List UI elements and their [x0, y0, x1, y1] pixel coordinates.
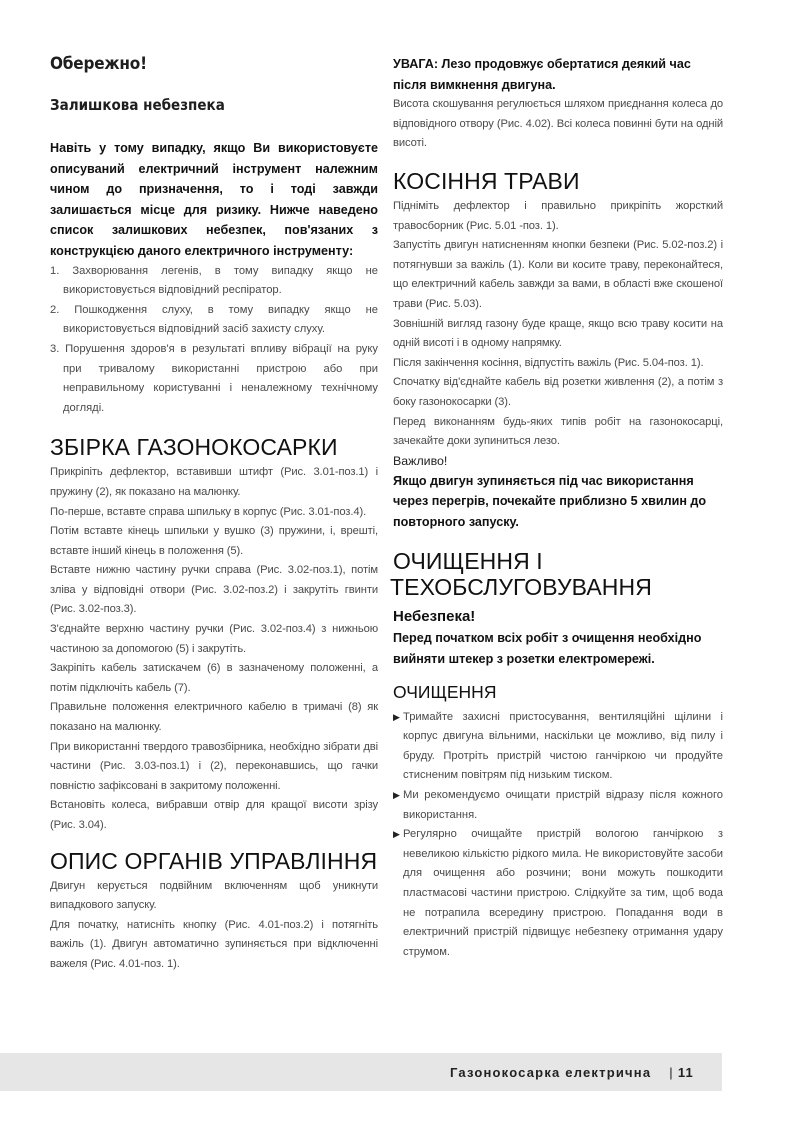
mowing-paragraph: Підніміть дефлектор і правильно прикріпіть жорсткий травосборник (Рис. 5.01 -поз. 1).	[393, 199, 723, 232]
footer-separator: |	[669, 1064, 674, 1080]
page-footer	[0, 1053, 722, 1091]
cleaning-item	[393, 786, 723, 825]
assembly-heading: ЗБІРКА ГАЗОНОКОСАРКИ	[50, 434, 338, 461]
mowing-paragraph: Зовнішній вигляд газону буде краще, якщо всю траву косити на одній висоті і в одному напрямку.	[393, 317, 723, 350]
assembly-paragraph: Закріпіть кабель затискачем (6) в зазначеному положенні, а потім підключіть кабель (7).	[50, 662, 378, 694]
page-number: 11	[677, 1064, 694, 1080]
assembly-paragraph: По-перше, вставте справа шпильку в корпус (Рис. 3.01-поз.4).	[50, 505, 367, 518]
unplug-warning: Перед початком всіх робіт з очищення необхідно вийняти штекер з розетки електромережі.	[393, 631, 702, 667]
mowing-section	[393, 197, 723, 452]
controls-section	[50, 877, 378, 975]
risk-item: 1. Захворювання легенів, в тому випадку якщо не використовується відповідний респіратор.	[50, 264, 378, 297]
mowing-paragraph: Спочатку від'єднайте кабель від розетки живлення (2), а потім з боку газонокосарки (3).	[393, 376, 723, 408]
bullet-arrow-icon: ▶	[393, 829, 400, 840]
controls-paragraph: Двигун керується подвійним включенням щоб уникнути випадкового запуску.	[50, 879, 378, 912]
bullet-arrow-icon: ▶	[393, 790, 400, 801]
cleaning-subheading: ОЧИЩЕННЯ	[393, 681, 497, 702]
mowing-paragraph: Після закінчення косіння, відпустіть важіль (Рис. 5.04-поз. 1).	[393, 356, 704, 369]
cleaning-item	[393, 825, 723, 962]
cleaning-heading-line-2: ТЕХОБСЛУГОВУВАННЯ	[390, 574, 652, 601]
controls-paragraph: Для початку, натисніть кнопку (Рис. 4.01-поз.2) і потягніть важіль (1). Двигун автоматично зупиняється при відключенні важеля (Рис. 4.01-поз. 1).	[50, 918, 378, 970]
danger-heading: Небезпека!	[393, 608, 476, 626]
cleaning-item-text: Регулярно очищайте пристрій вологою ганчіркою з невеликою кількістю рідкого мила. Не використовуйте засоби для очищення або розчини; вони можуть пошкодити пластмасові частини пристрою. Слідкуйте за тим, щоб вода не потрапила всередину пристрою. Попадання води в електричний пристрій підвищує небезпеку отримання удару струмом.	[403, 828, 723, 958]
important-label: Важливо!	[393, 453, 448, 468]
footer-text	[450, 1065, 722, 1080]
footer-title: Газонокосарка електрична	[450, 1064, 652, 1080]
cleaning-heading-line-1: ОЧИЩЕННЯ І	[393, 548, 543, 575]
assembly-paragraph: Потім вставте кінець шпильки у вушко (3) пружини, і, врешті, вставте інший кінець в положення (5).	[50, 525, 378, 557]
right-column	[390, 54, 723, 962]
assembly-paragraph: З'єднайте верхню частину ручки (Рис. 3.02-поз.4) з нижньою частиною за допомогою (5) і закрутіть.	[50, 623, 378, 655]
risk-item: 2. Пошкодження слуху, в тому випадку якщо не використовується відповідний засіб захисту слуху.	[50, 303, 378, 336]
left-column	[50, 54, 378, 975]
assembly-section	[50, 463, 378, 835]
bullet-arrow-icon: ▶	[393, 711, 400, 722]
overheat-warning: Якщо двигун зупиняється під час використання через перегрів, почекайте приблизно 5 хвилин до повторного запуску.	[393, 473, 707, 529]
assembly-paragraph: Встановіть колеса, вибравши отвір для кращої висоти зрізу (Рис. 3.04).	[50, 799, 378, 831]
assembly-paragraph: При використанні твердого травозбірника, необхідно зібрати дві частини (Рис. 3.03-поз.1) і (2), переконавшись, що гачки повністю зафіксовані в закритому положенні.	[50, 740, 378, 792]
cleaning-item-text: Ми рекомендуємо очищати пристрій відразу після кожного використання.	[403, 789, 723, 821]
residual-risk-heading: Залишкова небезпека	[50, 96, 225, 114]
residual-risk-intro: Навіть у тому випадку, якщо Ви використовуєте описуваний електричний інструмент належним чином до призначення, то і тоді завжди залишається місце для ризику. Нижче наведено список залишкових небезпек, пов'язаних з конструкцією даного електричного інструменту:	[50, 141, 378, 258]
cutting-height-text: Висота скошування регулюється шляхом приєднання колеса до відповідного отвору (Рис. 4.02). Всі колеса повинні бути на одній висоті.	[393, 98, 723, 150]
mowing-paragraph: Перед виконанням будь-яких типів робіт на газонокосарці, зачекайте доки зупиниться лезо.	[393, 415, 723, 448]
risk-item: 3. Порушення здоров'я в результаті впливу вібрації на руку при тривалому використанні пристрою або при неправильному користуванні і неналежному технічному догляді.	[50, 342, 378, 414]
assembly-paragraph: Правильне положення електричного кабелю в тримачі (8) як показано на малюнку.	[50, 701, 378, 734]
cleaning-list	[393, 708, 723, 963]
mowing-paragraph: Запустіть двигун натисненням кнопки безпеки (Рис. 5.02-поз.2) і потягнувши за важіль (1). Коли ви косите траву, переконайтеся, що електричний кабель завжди за вами, в області вже скошеної трави (Рис. 5.03).	[393, 239, 723, 310]
controls-heading: ОПИС ОРГАНІВ УПРАВЛІННЯ	[50, 847, 378, 874]
caution-heading: Обережно!	[50, 54, 147, 74]
cleaning-item-text: Тримайте захисні пристосування, вентиляційні щілини і корпус двигуна вільними, наскільки це можливо, від пилу і бруду. Протріть пристрій чистою ганчіркою чи продуйте стисненим повітрям під низьким тиском.	[403, 710, 723, 782]
blade-warning: УВАГА: Лезо продовжує обертатися деякий час після вимкнення двигуна.	[393, 57, 691, 92]
cleaning-item	[393, 708, 723, 786]
risk-list	[50, 262, 378, 419]
assembly-paragraph: Прикріпіть дефлектор, вставивши штифт (Рис. 3.01-поз.1) і пружину (2), як показано на малюнку.	[50, 466, 378, 498]
assembly-paragraph: Вставте нижню частину ручки справа (Рис. 3.02-поз.1), потім зліва у відповідні отвори (Рис. 3.02-поз.2) і закрутіть гвинти (Рис. 3.02-поз.3).	[50, 564, 378, 616]
mowing-heading: КОСІННЯ ТРАВИ	[393, 167, 580, 194]
